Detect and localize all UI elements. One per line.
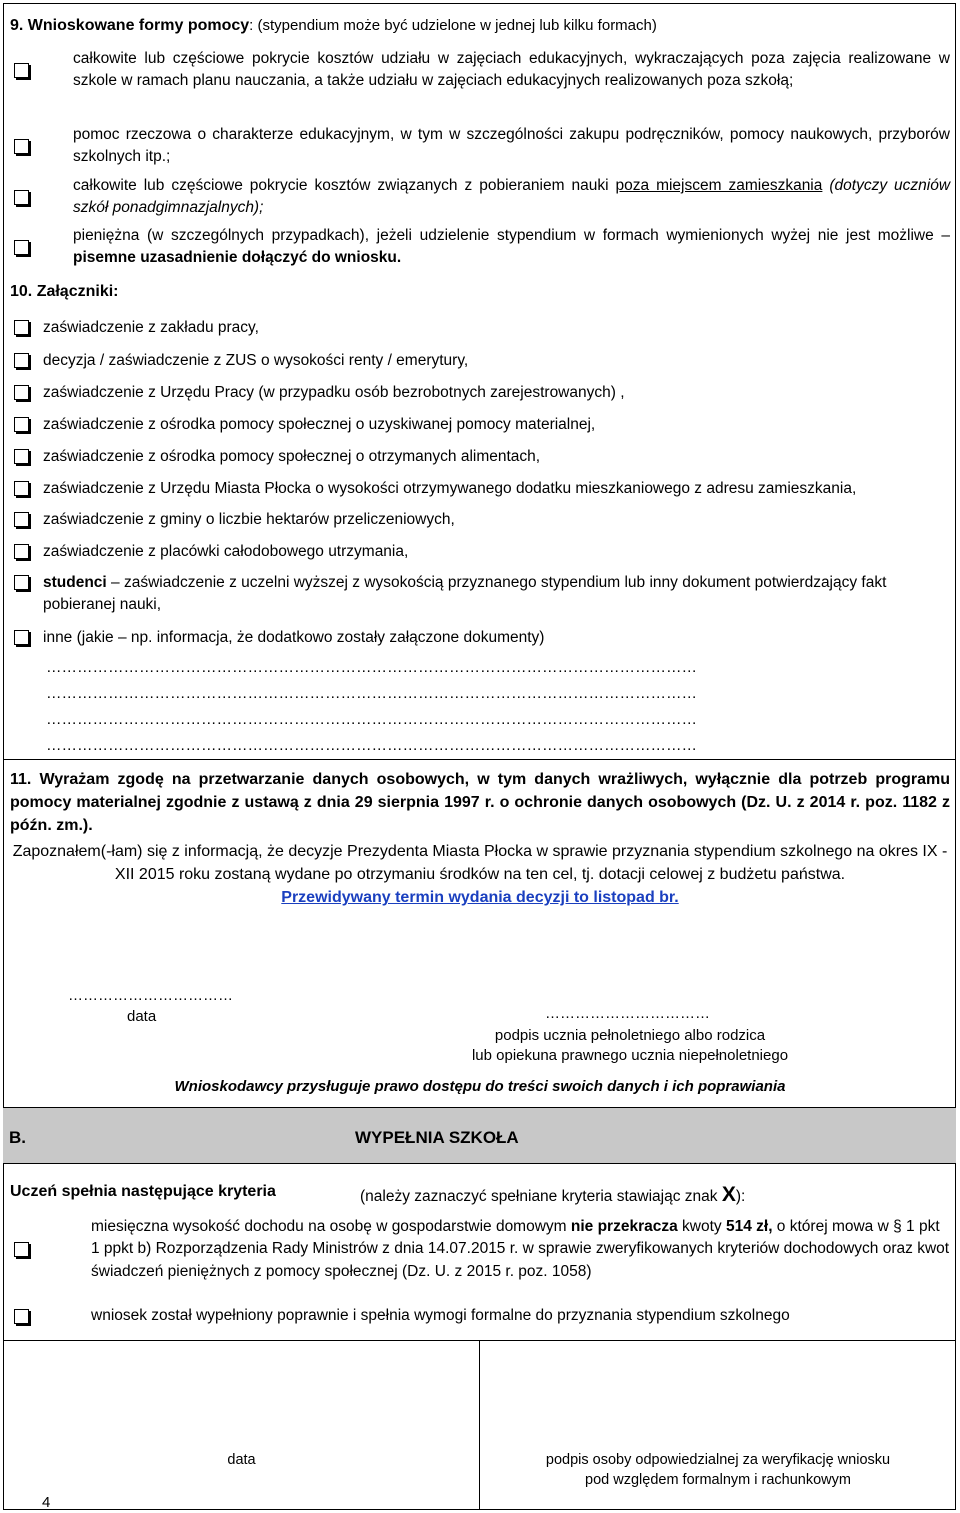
attachment-2 — [12, 350, 950, 372]
attachment-3-checkbox[interactable] — [14, 385, 29, 400]
applicant-signature-label: podpis ucznia pełnoletniego albo rodzica lub opiekuna prawnego ucznia niepełnoletniego — [471, 1027, 789, 1065]
attachment-1-text: zaświadczenie z zakładu pracy, — [43, 319, 259, 336]
help-option-3 — [12, 175, 950, 220]
school-date-label: data — [227, 1452, 256, 1468]
other-dots-line-3[interactable]: ……………………………………………………………………………………………………………… — [46, 711, 697, 728]
attachment-3-text: zaświadczenie z Urzędu Pracy (w przypadku osób bezrobotnych zarejestrowanych) , — [43, 384, 625, 401]
attachment-4-text: zaświadczenie z ośrodka pomocy społecznej o uzyskiwanej pomocy materialnej, — [43, 416, 596, 433]
help-option-2-checkbox[interactable] — [14, 139, 29, 154]
attachment-7 — [12, 509, 950, 531]
criteria-x-mark: X — [721, 1183, 736, 1206]
help-option-3-text: całkowite lub częściowe pokrycie kosztów związanych z pobieraniem nauki poza miejscem zamieszkania (dotyczy uczniów szkół ponadgimnazjalnych); — [73, 177, 951, 217]
attachment-2-checkbox[interactable] — [14, 353, 29, 368]
attachment-4-checkbox[interactable] — [14, 417, 29, 432]
attachment-7-text: zaświadczenie z gminy o liczbie hektarów przeliczeniowych, — [43, 511, 455, 528]
help-option-3-underlined: poza miejscem zamieszkania — [615, 177, 823, 194]
attachment-8-checkbox[interactable] — [14, 544, 29, 559]
help-option-4-bold: pisemne uzasadnienie dołączyć do wniosku. — [73, 249, 402, 267]
school-date-box[interactable] — [3, 1340, 480, 1510]
attachment-6-checkbox[interactable] — [14, 481, 29, 496]
help-option-4-text: pieniężna (w szczególnych przypadkach), jeżeli udzielenie stypendium w formach wymienionych wyżej nie jest możliwe – pisemne uzasadnienie dołączyć do wniosku. — [73, 227, 950, 267]
help-option-2-text: pomoc rzeczowa o charakterze edukacyjnym, w tym w szczególności zakupu podręczników, pomocy naukowych, przyborów szkolnych itp.; — [73, 126, 950, 166]
section9-title: Wnioskowane formy pomocy — [27, 17, 250, 34]
help-option-3-checkbox[interactable] — [14, 190, 29, 205]
criterion-formal-checkbox[interactable] — [14, 1309, 29, 1324]
criterion-formal — [12, 1305, 950, 1327]
attachment-6-text: zaświadczenie z Urzędu Miasta Płocka o wysokości otrzymywanego dodatku mieszkaniowego z adresu zamieszkania, — [43, 480, 857, 497]
criterion-income-checkbox[interactable] — [14, 1242, 29, 1257]
help-option-3-italic: (dotyczy uczniów szkół ponadgimnazjalnych); — [73, 177, 951, 217]
attachment-students-checkbox[interactable] — [14, 575, 29, 590]
help-option-1-checkbox[interactable] — [14, 63, 29, 78]
help-option-1 — [12, 48, 950, 93]
school-signature-box[interactable] — [480, 1340, 956, 1510]
section-b-title: WYPEŁNIA SZKOŁA — [355, 1128, 519, 1147]
criterion-income — [12, 1216, 950, 1283]
attachment-other-text: inne (jakie – np. informacja, że dodatkowo zostały załączone dokumenty) — [43, 629, 545, 646]
section10-title: 10. Załączniki: — [10, 283, 119, 300]
help-option-4-checkbox[interactable] — [14, 240, 29, 255]
section9-number: 9. — [10, 17, 24, 34]
criterion-income-text: miesięczna wysokość dochodu na osobę w gospodarstwie domowym nie przekracza kwoty 514 zł, o której mowa w § 1 pkt 1 ppkt b) Rozporządzenia Rady Ministrów z dnia 14.07.2015 r. w sprawie zweryfikowanych kryteriów dochodowych oraz kwot świadczeń pieniężnych z pomocy społecznej (Dz. U. z 2015 r. poz. 1058) — [91, 1218, 950, 1280]
other-dots-line-4[interactable]: ……………………………………………………………………………………………………………… — [46, 737, 697, 754]
attachment-8-text: zaświadczenie z placówki całodobowego utrzymania, — [43, 543, 409, 560]
section9-note: : (stypendium może być udzielone w jednej lub kilku formach) — [249, 17, 657, 34]
section-b-letter: B. — [9, 1128, 26, 1147]
data-rights-notice: Wnioskodawcy przysługuje prawo dostępu do treści swoich danych i ich poprawiania — [174, 1078, 786, 1095]
section-divider — [3, 759, 956, 760]
section11-info — [10, 840, 950, 910]
attachment-students — [12, 572, 950, 617]
criterion-formal-text: wniosek został wypełniony poprawnie i spełnia wymogi formalne do przyznania stypendium szkolnego — [91, 1307, 790, 1324]
attachment-1 — [12, 317, 950, 339]
attachment-5-text: zaświadczenie z ośrodka pomocy społecznej o otrzymanych alimentach, — [43, 448, 541, 465]
attachment-other — [12, 627, 950, 649]
attachment-3 — [12, 382, 950, 404]
attachment-6 — [12, 478, 950, 500]
attachment-students-bold: studenci — [43, 574, 107, 591]
attachment-5-checkbox[interactable] — [14, 449, 29, 464]
help-option-4 — [12, 225, 950, 270]
other-dots-line-2[interactable]: ……………………………………………………………………………………………………………… — [46, 685, 697, 702]
attachment-4 — [12, 414, 950, 436]
criteria-note: (należy zaznaczyć spełniane kryteria stawiając znak X): — [360, 1183, 746, 1206]
section9-heading — [10, 14, 657, 37]
attachment-7-checkbox[interactable] — [14, 512, 29, 527]
applicant-signature-dots[interactable]: …………………………… — [545, 1005, 710, 1022]
attachment-8 — [12, 541, 950, 563]
attachment-2-text: decyzja / zaświadczenie z ZUS o wysokości renty / emerytury, — [43, 352, 469, 369]
attachment-5 — [12, 446, 950, 468]
school-signature-label: podpis osoby odpowiedzialnej za weryfikację wniosku pod względem formalnym i rachunkowym — [545, 1452, 891, 1488]
help-option-2 — [12, 124, 950, 169]
attachment-students-text: studenci – zaświadczenie z uczelni wyższej z wysokością przyznanego stypendium lub inny dokument potwierdzający fakt pobieranej nauki, — [43, 574, 887, 614]
section-b-header — [3, 1107, 956, 1164]
other-dots-line-1[interactable]: ……………………………………………………………………………………………………………… — [46, 659, 697, 676]
decision-info-text: Zapoznałem(-łam) się z informacją, że decyzje Prezydenta Miasta Płocka w sprawie przyznania stypendium szkolnego na okres IX - XII 2015 roku zostaną wydane po otrzymaniu środków na ten cel, tj. dotacji celowej z budżetu państwa. — [12, 843, 948, 884]
applicant-date-dots[interactable]: …………………………… — [68, 987, 233, 1004]
page-number: 4 — [42, 1494, 51, 1511]
attachment-other-checkbox[interactable] — [14, 630, 29, 645]
deadline-link[interactable]: Przewidywany termin wydania decyzji to listopad br. — [281, 889, 679, 907]
section11-consent-statement: 11. Wyrażam zgodę na przetwarzanie danych osobowych, w tym danych wrażliwych, wyłącznie dla potrzeb programu pomocy materialnej zgodnie z ustawą z dnia 29 sierpnia 1997 r. o ochronie danych osobowych (Dz. U. z 2014 r. poz. 1182 z późn. zm.). — [10, 771, 950, 835]
help-option-1-text: całkowite lub częściowe pokrycie kosztów udziału w zajęciach edukacyjnych, wykraczających poza zajęcia realizowane w szkole w ramach planu nauczania, a także udziału w zajęciach edukacyjnych realizowanych poza szkołą; — [73, 50, 950, 90]
attachment-1-checkbox[interactable] — [14, 320, 29, 335]
applicant-date-label: data — [127, 1008, 157, 1025]
criteria-title: Uczeń spełnia następujące kryteria — [10, 1183, 276, 1200]
